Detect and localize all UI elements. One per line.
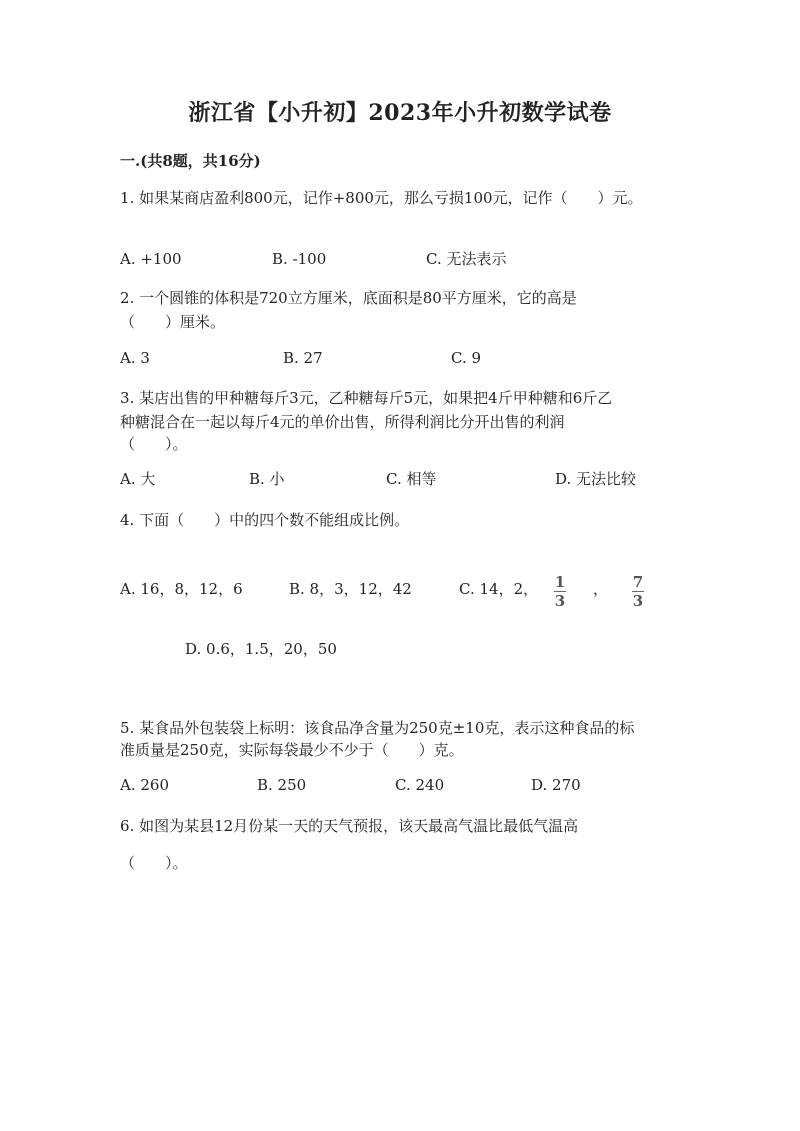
question-3-option-c: C. 相等 [386, 470, 437, 488]
question-2-text-line1: 2. 一个圆锥的体积是720立方厘米，底面积是80平方厘米，它的高是 [120, 289, 577, 307]
question-4-option-d: D. 0.6，1.5，20，50 [185, 640, 337, 658]
question-1-option-b: B. -100 [272, 250, 327, 268]
question-3-option-a: A. 大 [120, 470, 156, 488]
fraction-denominator: 3 [554, 592, 566, 610]
fraction-denominator: 3 [632, 592, 644, 610]
question-5-option-d: D. 270 [531, 776, 581, 794]
question-1-option-c: C. 无法表示 [426, 250, 507, 268]
question-4-option-b: B. 8，3，12，42 [289, 580, 412, 598]
question-3-text-line2: 种糖混合在一起以每斤4元的单价出售，所得利润比分开出售的利润 [120, 413, 565, 431]
question-5-text-line2: 准质量是250克，实际每袋最少不少于（ ）克。 [120, 741, 464, 759]
page-title: 浙江省【小升初】2023年小升初数学试卷 [188, 100, 612, 126]
question-4-fraction-one-third [554, 574, 566, 609]
question-4-separator: ， [593, 580, 609, 598]
question-1-option-a: A. +100 [120, 250, 182, 268]
question-2-option-a: A. 3 [120, 349, 150, 367]
question-4-option-c: C. 14，2， [459, 580, 539, 598]
question-1-text: 1. 如果某商店盈利800元，记作+800元，那么亏损100元，记作（ ）元。 [120, 189, 643, 207]
question-3-text-line1: 3. 某店出售的甲种糖每斤3元，乙种糖每斤5元，如果把4斤甲种糖和6斤乙 [120, 389, 613, 407]
question-2-text-line2: （ ）厘米。 [120, 313, 226, 331]
question-2-option-c: C. 9 [451, 349, 482, 367]
question-3-option-b: B. 小 [249, 470, 285, 488]
question-2-option-b: B. 27 [283, 349, 323, 367]
question-6-text-line2: （ ）。 [120, 854, 188, 872]
question-4-option-a: A. 16，8，12，6 [120, 580, 243, 598]
section-heading: 一.(共8题，共16分) [120, 152, 261, 170]
fraction-numerator: 1 [554, 573, 566, 591]
question-3-option-d: D. 无法比较 [555, 470, 637, 488]
question-4-fraction-seven-thirds [632, 574, 644, 609]
question-5-option-b: B. 250 [257, 776, 307, 794]
question-6-text-line1: 6. 如图为某县12月份某一天的天气预报，该天最高气温比最低气温高 [120, 817, 579, 835]
question-5-text-line1: 5. 某食品外包装袋上标明：该食品净含量为250克±10克，表示这种食品的标 [120, 719, 635, 737]
question-5-option-c: C. 240 [395, 776, 445, 794]
question-3-text-line3: （ ）。 [120, 435, 188, 453]
question-4-text: 4. 下面（ ）中的四个数不能组成比例。 [120, 511, 410, 529]
question-5-option-a: A. 260 [120, 776, 169, 794]
fraction-numerator: 7 [632, 573, 644, 591]
